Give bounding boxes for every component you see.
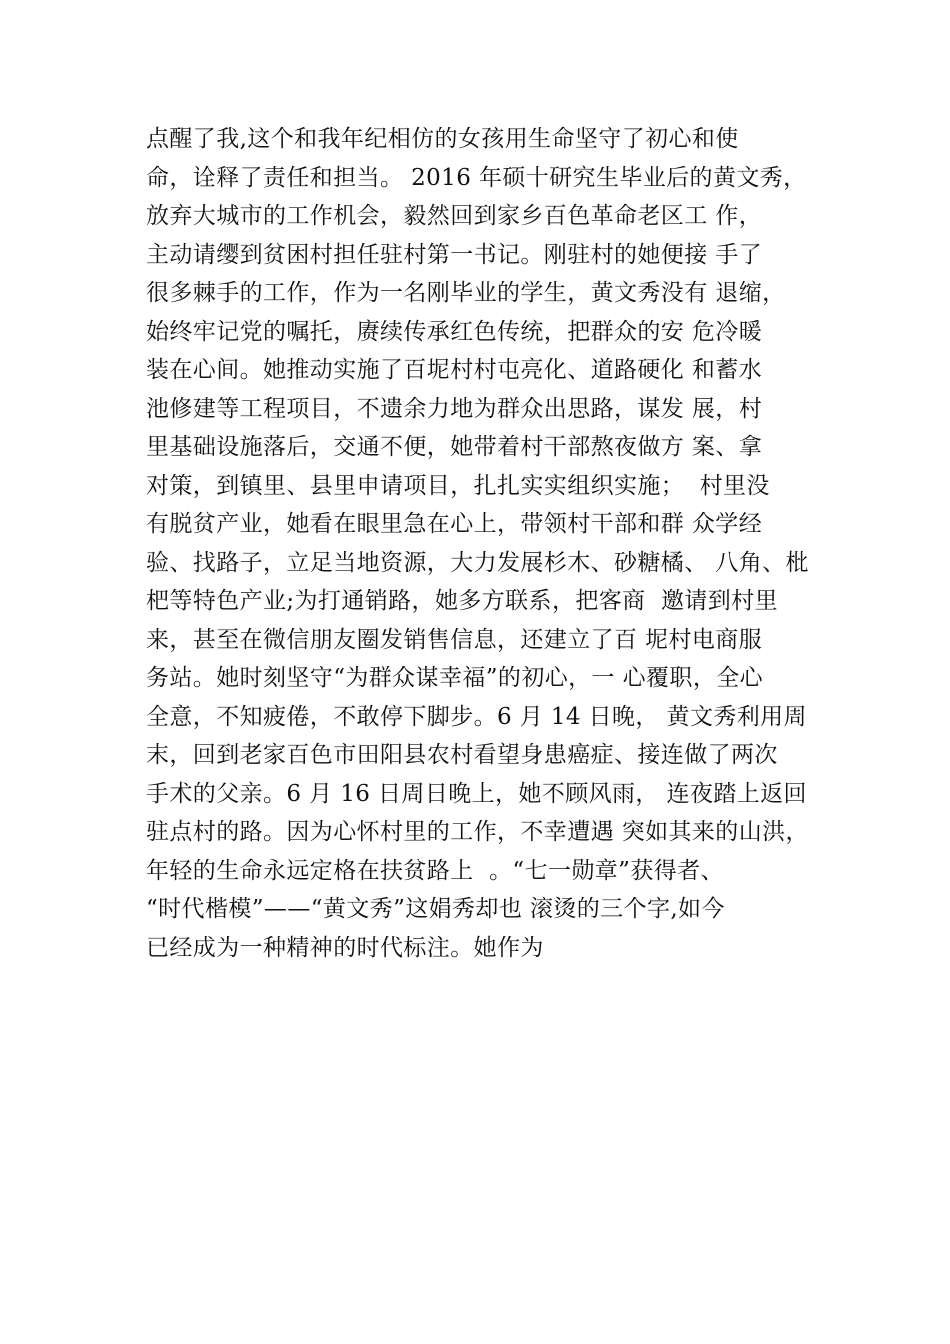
text-line: 放弃大城市的工作机会，毅然回到家乡百色革命老区工 作， [146,203,763,229]
text-line: 年轻的生命永远定格在扶贫路上 。“七一勋章”获得者、 [146,857,724,884]
text-line: 全意，不知疲倦，不敢停下脚步。6 月 14 日晚， 黄文秀利用周 [146,703,807,730]
text-line: 手术的父亲。6 月 16 日周日晚上，她不顾风雨， 连夜踏上返回 [146,780,807,807]
text-line: 有脱贫产业，她看在眼里急在心上，带领村干部和群 众学经 [146,511,763,537]
text-line: 很多棘手的工作，作为一名刚毕业的学生，黄文秀没有 退缩， [146,280,786,306]
text-line: 点醒了我,这个和我年纪相仿的女孩用生命坚守了初心和使 [146,126,739,152]
text-line: 主动请缨到贫困村担任驻村第一书记。刚驻村的她便接 手了 [146,241,763,268]
text-line: “时代楷模”——“黄文秀”这娟秀却也 滚烫的三个字,如今 [146,896,725,922]
text-line: 装在心间。她推动实施了百坭村村屯亮化、道路硬化 和蓄水 [146,357,763,383]
text-line: 杷等特色产业;为打通销路，她多方联系，把客商 邀请到村里 [146,588,778,614]
text-line: 已经成为一种精神的时代标注。她作为 [146,934,544,961]
text-line: 始终牢记党的嘱托，赓续传承红色传统，把群众的安 危冷暖 [146,318,763,345]
text-line: 来，甚至在微信朋友圈发销售信息，还建立了百 坭村电商服 [146,626,763,653]
body-paragraph [146,120,866,967]
text-line: 池修建等工程项目，不遗余力地为群众出思路，谋发 展，村 [146,395,763,422]
text-line: 驻点村的路。因为心怀村里的工作，不幸遭遇 突如其来的山洪， [146,819,809,845]
text-line: 务站。她时刻坚守“为群众谋幸福”的初心，一 心覆职，全心 [146,665,764,691]
text-line: 验、找路子，立足当地资源，大力发展杉木、砂糖橘、 八角、枇 [146,549,809,576]
text-line: 里基础设施落后，交通不便，她带着村干部熬夜做方 案、拿 [146,434,763,460]
text-line: 对策，到镇里、县里申请项目，扎扎实实组织实施； 村里没 [146,472,770,499]
text-line: 末，回到老家百色市田阳县农村看望身患癌症、接连做了两次 [146,742,778,768]
text-line: 命，诠释了责任和担当。 2016 年硕十研究生毕业后的黄文秀， [146,164,807,191]
